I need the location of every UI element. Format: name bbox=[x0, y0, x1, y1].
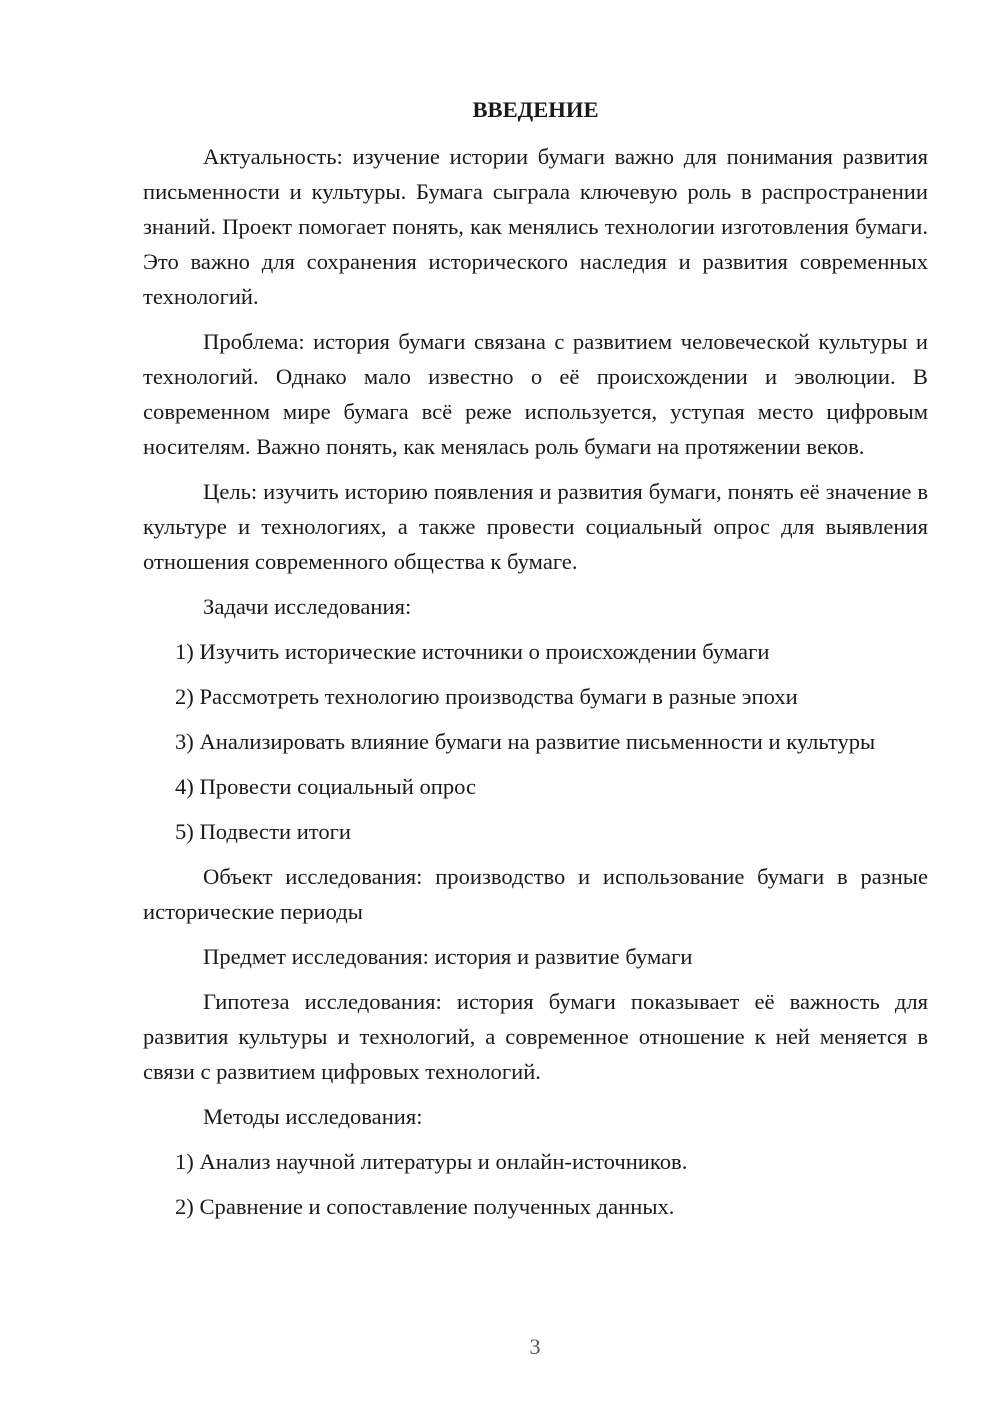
document-page bbox=[143, 92, 928, 1234]
method-item-1: 1) Анализ научной литературы и онлайн-источников. bbox=[175, 1149, 688, 1174]
problem-paragraph: Проблема: история бумаги связана с развитием человеческой культуры и технологий. Однако мало известно о её происхождении и эволюции. В современном мире бумага всё реже используется, уступая место цифровым носителям. Важно понять, как менялась роль бумаги на протяжении веков. bbox=[143, 329, 928, 459]
tasks-label: Задачи исследования: bbox=[203, 594, 412, 619]
hypothesis-paragraph: Гипотеза исследования: история бумаги показывает её важность для развития культуры и технологий, а современное отношение к ней меняется в связи с развитием цифровых технологий. bbox=[143, 989, 928, 1084]
relevance-paragraph: Актуальность: изучение истории бумаги важно для понимания развития письменности и культуры. Бумага сыграла ключевую роль в распространении знаний. Проект помогает понять, как менялись технологии изготовления бумаги. Это важно для сохранения исторического наследия и развития современных технологий. bbox=[143, 144, 928, 309]
task-item-4: 4) Провести социальный опрос bbox=[175, 774, 477, 799]
page-title: ВВЕДЕНИЕ bbox=[472, 97, 599, 122]
task-item-5: 5) Подвести итоги bbox=[175, 819, 352, 844]
method-item-2: 2) Сравнение и сопоставление полученных данных. bbox=[175, 1194, 675, 1219]
page-number: 3 bbox=[529, 1334, 541, 1359]
goal-paragraph: Цель: изучить историю появления и развития бумаги, понять её значение в культуре и технологиях, а также провести социальный опрос для выявления отношения современного общества к бумаге. bbox=[143, 479, 928, 574]
subject-paragraph: Предмет исследования: история и развитие бумаги bbox=[203, 944, 693, 969]
object-paragraph: Объект исследования: производство и использование бумаги в разные исторические периоды bbox=[143, 864, 928, 924]
task-item-1: 1) Изучить исторические источники о происхождении бумаги bbox=[175, 639, 770, 664]
task-item-3: 3) Анализировать влияние бумаги на развитие письменности и культуры bbox=[175, 729, 876, 754]
methods-label: Методы исследования: bbox=[203, 1104, 423, 1129]
task-item-2: 2) Рассмотреть технологию производства бумаги в разные эпохи bbox=[175, 684, 798, 709]
